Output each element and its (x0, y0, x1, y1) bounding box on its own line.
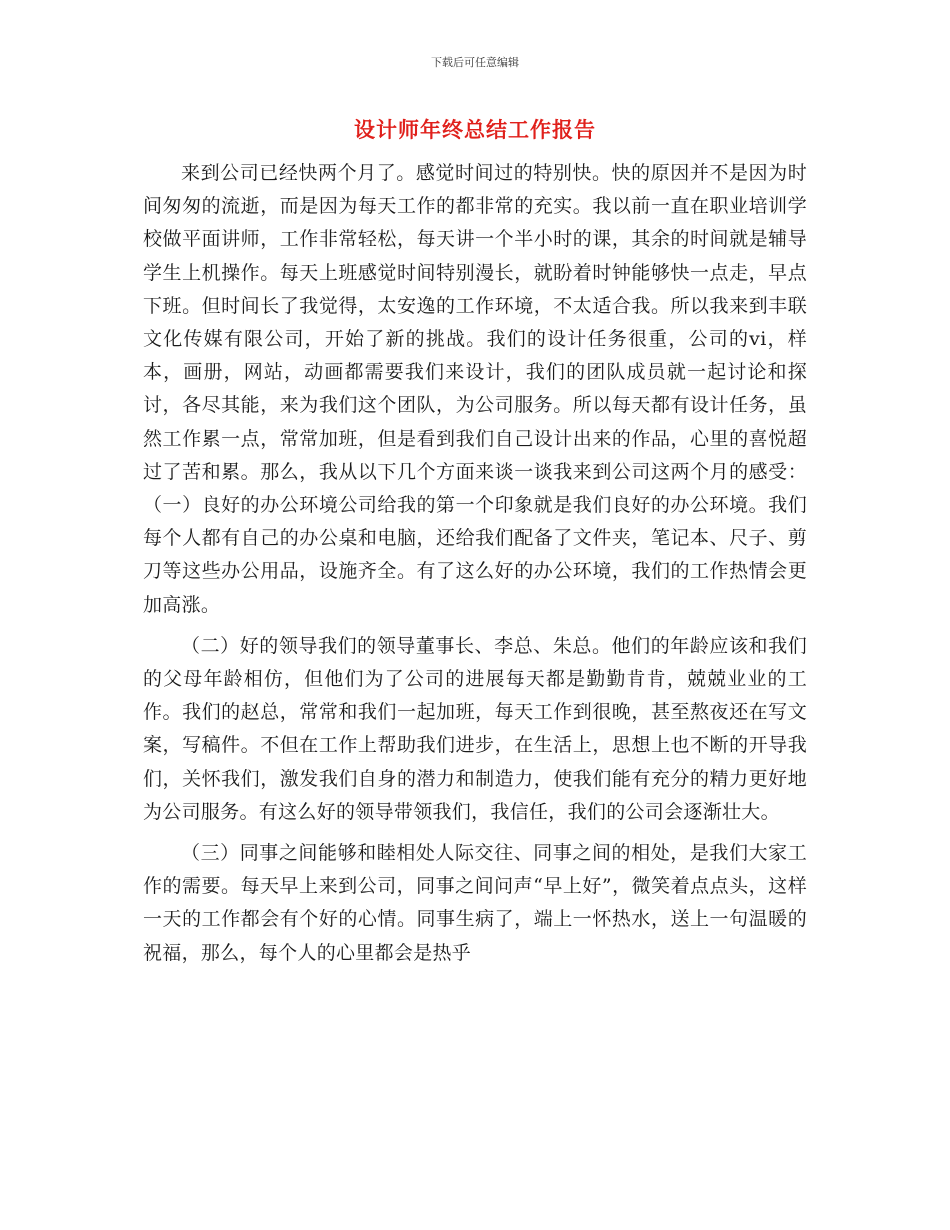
document-body (143, 157, 807, 978)
paragraph-3: （三）同事之间能够和睦相处人际交往、同事之间的相处，是我们大家工作的需要。每天早上来到公司，同事之间问声“早上好”，微笑着点点头，这样一天的工作都会有个好的心情。同事生病了，端上一怀热水，送上一句温暖的祝福，那么，每个人的心里都会是热乎 (143, 842, 807, 964)
header-note: 下载后可任意编辑 (431, 56, 519, 69)
document-title: 设计师年终总结工作报告 (354, 117, 596, 142)
paragraph-1: 来到公司已经快两个月了。感觉时间过的特别快。快的原因并不是因为时间匆匆的流逝，而是因为每天工作的都非常的充实。我以前一直在职业培训学校做平面讲师，工作非常轻松，每天讲一个半小时的课，其余的时间就是辅导学生上机操作。每天上班感觉时间特别漫长，就盼着时钟能够快一点走，早点下班。但时间长了我觉得，太安逸的工作环境，不太适合我。所以我来到丰联文化传媒有限公司，开始了新的挑战。我们的设计任务很重，公司的vi，样本，画册，网站，动画都需要我们来设计，我们的团队成员就一起讨论和探讨，各尽其能，来为我们这个团队，为公司服务。所以每天都有设计任务，虽然工作累一点，常常加班，但是看到我们自己设计出来的作品，心里的喜悦超过了苦和累。那么，我从以下几个方面来谈一谈我来到公司这两个月的感受：（一）良好的办公环境公司给我的第一个印象就是我们良好的办公环境。我们每个人都有自己的办公桌和电脑，还给我们配备了文件夹，笔记本、尺子、剪刀等这些办公用品，设施齐全。有了这么好的办公环境，我们的工作热情会更加高涨。 (143, 162, 807, 616)
paragraph-2: （二）好的领导我们的领导董事长、李总、朱总。他们的年龄应该和我们的父母年龄相仿，但他们为了公司的进展每天都是勤勤肯肯，兢兢业业的工作。我们的赵总，常常和我们一起加班，每天工作到很晚，甚至熬夜还在写文案，写稿件。不但在工作上帮助我们进步，在生活上，思想上也不断的开导我们，关怀我们，激发我们自身的潜力和制造力，使我们能有充分的精力更好地为公司服务。有这么好的领导带领我们，我信任，我们的公司会逐渐壮大。 (143, 634, 807, 823)
